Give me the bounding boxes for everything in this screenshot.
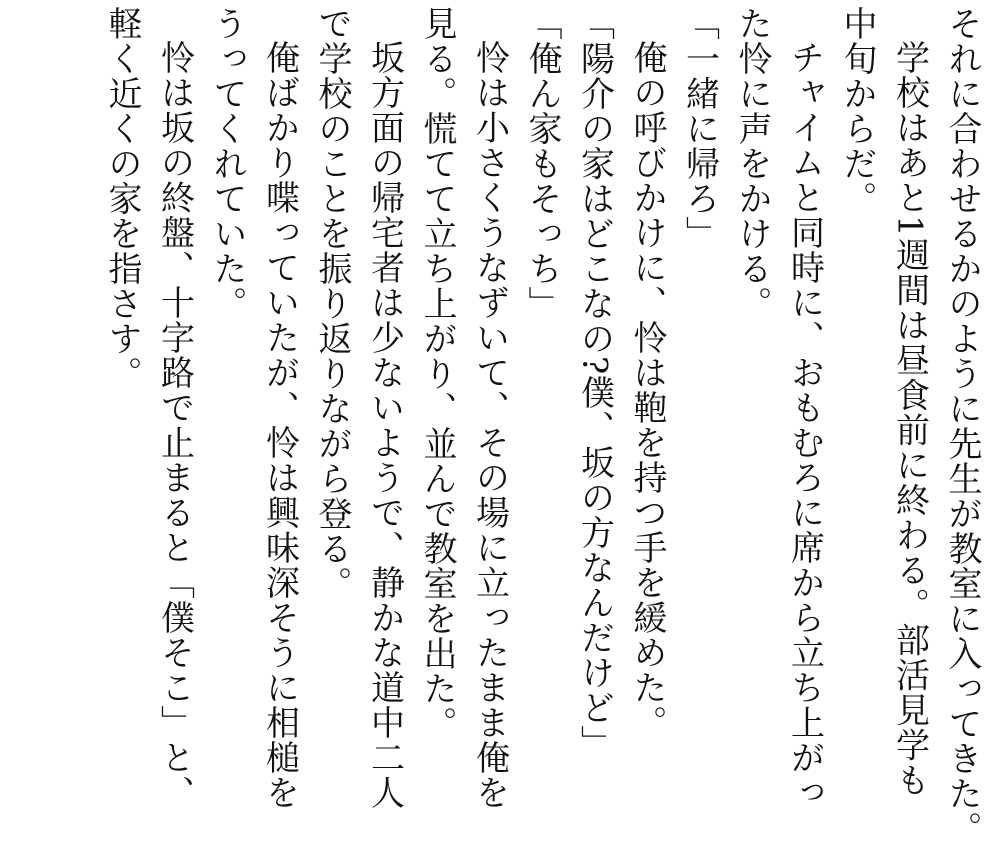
text-line: た怜に声をかける。 [732, 6, 772, 321]
text-line: 怜は坂の終盤、十字路で止まると「僕そこ」と、 [154, 40, 195, 810]
text-line: うってくれていた。 [207, 6, 247, 321]
text-line: 見る。慌てて立ち上がり、並んで教室を出た。 [417, 6, 457, 741]
dialogue-line: 「一緒に帰ろ」 [679, 6, 720, 251]
dialogue-line: 「俺ん家もそっち」 [522, 6, 562, 321]
text-line: 俺ばかり喋っていたが、怜は興味深そうに相槌を [259, 40, 300, 810]
text-line: チャイムと同時に、おもむろに席から立ち上がっ [784, 40, 825, 810]
text-line: 怜は小さくうなずいて、その場に立ったまま俺を [469, 40, 510, 810]
text-line: 俺の呼びかけに、怜は鞄を持つ手を緩めた。 [627, 40, 667, 740]
dialogue-line: 「陽介の家はどこなの?僕、坂の方なんだけど」 [574, 6, 615, 761]
text-line: 中旬からだ。 [837, 6, 877, 216]
text-line: 軽く近くの家を指さす。 [102, 6, 142, 391]
text-line: 坂方面の帰宅者は少ないようで、静かな道中二人 [364, 40, 405, 810]
text-line: それに合わせるかのように先生が教室に入ってきた。 [942, 6, 982, 846]
text-line: 学校はあと1週間は昼食前に終わる。部活見学も [889, 40, 930, 798]
text-line: で学校のことを振り返りながら登る。 [312, 6, 352, 601]
novel-text-column [96, 6, 989, 846]
